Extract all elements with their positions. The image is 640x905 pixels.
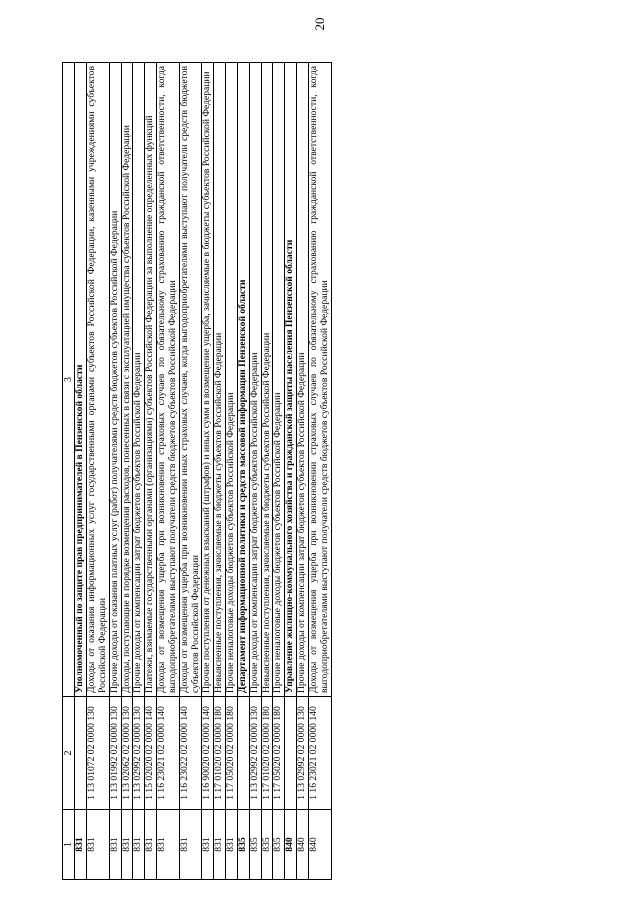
budget-classification-code-cell: 1 13 02992 02 0000 130 (249, 697, 261, 810)
table-row (109, 63, 121, 880)
revenue-description-cell: Прочие доходы от компенсации затрат бюджетов субъектов Российской Федерации (297, 63, 309, 697)
column-number: 1 (63, 810, 75, 880)
table-row (145, 63, 157, 880)
revenue-description-cell: Прочие доходы от компенсации затрат бюджетов субъектов Российской Федерации (133, 63, 145, 697)
revenue-description-cell: Доходы, поступающие в порядке возмещения расходов, понесенных в связи с эксплуатацией имущества субъектов Российской Федерации (121, 63, 133, 697)
column-number-row (63, 63, 75, 880)
budget-classification-code-cell (75, 697, 87, 810)
revenue-description-cell: Прочие неналоговые доходы бюджетов субъектов Российской Федерации (273, 63, 285, 697)
revenue-description-cell: Доходы от возмещения ущерба при возникновении страховых случаев по обязательному страхованию гражданской ответственности, когда выгодоприобретателями выступают получатели средств бюджетов субъектов Российской Федерации (157, 63, 180, 697)
column-number: 2 (63, 697, 75, 810)
budget-classification-code-cell (237, 697, 249, 810)
revenue-description-cell: Уполномоченный по защите прав предпринимателей в Пензенской области (75, 63, 87, 697)
administrator-code-cell: 831 (121, 810, 133, 880)
table-row (87, 63, 110, 880)
budget-classification-code-cell: 1 13 02992 02 0000 130 (297, 697, 309, 810)
budget-classification-code-cell: 1 16 23021 02 0000 140 (157, 697, 180, 810)
revenue-description-cell: Управление жилищно-коммунального хозяйства и гражданской защиты населения Пензенской области (285, 63, 297, 697)
table-row (273, 63, 285, 880)
administrator-code-cell: 831 (179, 810, 202, 880)
revenue-description-cell: Доходы от оказания информационных услуг государственными органами субъектов Российской Федерации, казенными учреждениями субъектов Российской Федерации (87, 63, 110, 697)
revenue-description-cell: Платежи, взимаемые государственными органами (организациями) субъектов Российской Федерации за выполнение определенных функций (145, 63, 157, 697)
administrator-code-cell: 840 (285, 810, 297, 880)
budget-classification-code-cell: 1 13 02062 02 0000 130 (121, 697, 133, 810)
table-section-heading-row (237, 63, 249, 880)
budget-classification-code-cell: 1 16 90020 02 0000 140 (202, 697, 214, 810)
revenue-description-cell: Департамент информационной политики и средств массовой информации Пензенской области (237, 63, 249, 697)
table-row (308, 63, 331, 880)
administrator-code-cell: 835 (237, 810, 249, 880)
budget-classification-code-cell: 1 17 05020 02 0000 180 (273, 697, 285, 810)
page-number-text: 20 (312, 17, 327, 31)
table-row (202, 63, 214, 880)
table-row (297, 63, 309, 880)
administrator-code-cell: 840 (297, 810, 309, 880)
revenue-description-cell: Прочие доходы от компенсации затрат бюджетов субъектов Российской Федерации (249, 63, 261, 697)
table-row (133, 63, 145, 880)
revenue-description-cell: Доходы от возмещения ущерба при возникновении иных страховых случаев, когда выгодоприобретателями выступают получатели средств бюджетов субъектов Российской Федерации (179, 63, 202, 697)
administrator-code-cell: 831 (145, 810, 157, 880)
administrator-code-cell: 831 (214, 810, 226, 880)
administrator-code-cell: 840 (308, 810, 331, 880)
budget-classification-code-cell: 1 16 23021 02 0000 140 (308, 697, 331, 810)
revenue-description-cell: Доходы от возмещения ущерба при возникновении страховых случаев по обязательному страхованию гражданской ответственности, когда выгодоприобретателями выступают получатели средств бюджетов субъектов Российской Федерации (308, 63, 331, 697)
revenue-description-cell: Невыясненные поступления, зачисляемые в бюджеты субъектов Российской Федерации (214, 63, 226, 697)
budget-classification-code-cell: 1 17 01020 02 0000 180 (261, 697, 273, 810)
budget-classification-code-cell: 1 16 23022 02 0000 140 (179, 697, 202, 810)
table-row (226, 63, 238, 880)
administrator-code-cell: 835 (249, 810, 261, 880)
column-number: 3 (63, 63, 75, 697)
table-section-heading-row (285, 63, 297, 880)
revenue-description-cell: Прочие доходы от оказания платных услуг (работ) получателями средств бюджетов субъектов Российской Федерации (109, 63, 121, 697)
administrator-code-cell: 831 (202, 810, 214, 880)
table-row (157, 63, 180, 880)
table-row (121, 63, 133, 880)
administrator-code-cell: 831 (157, 810, 180, 880)
budget-classification-code-cell: 1 15 02020 02 0000 140 (145, 697, 157, 810)
budget-classification-code-cell: 1 17 01020 02 0000 180 (214, 697, 226, 810)
administrator-code-cell: 831 (75, 810, 87, 880)
budget-classification-code-cell: 1 13 02992 02 0000 130 (133, 697, 145, 810)
administrator-code-cell: 831 (226, 810, 238, 880)
administrator-code-cell: 835 (261, 810, 273, 880)
budget-classification-code-cell (285, 697, 297, 810)
table-section-heading-row (75, 63, 87, 880)
table-row (261, 63, 273, 880)
table-row (179, 63, 202, 880)
administrator-code-cell: 835 (273, 810, 285, 880)
table-row (214, 63, 226, 880)
rotated-table-container (62, 62, 610, 880)
budget-classification-code-cell: 1 13 01072 02 0000 130 (87, 697, 110, 810)
administrator-code-cell: 831 (87, 810, 110, 880)
table-row (249, 63, 261, 880)
revenue-description-cell: Прочие неналоговые доходы бюджетов субъектов Российской Федерации (226, 63, 238, 697)
administrator-code-cell: 831 (109, 810, 121, 880)
revenue-description-cell: Невыясненные поступления, зачисляемые в бюджеты субъектов Российской Федерации (261, 63, 273, 697)
budget-classification-code-cell: 1 17 05020 02 0000 180 (226, 697, 238, 810)
revenue-codes-table (62, 62, 332, 880)
budget-classification-code-cell: 1 13 01992 02 0000 130 (109, 697, 121, 810)
administrator-code-cell: 831 (133, 810, 145, 880)
revenue-description-cell: Прочие поступления от денежных взысканий (штрафов) и иных сумм в возмещение ущерба, зачисляемые в бюджеты субъектов Российской Федерации (202, 63, 214, 697)
